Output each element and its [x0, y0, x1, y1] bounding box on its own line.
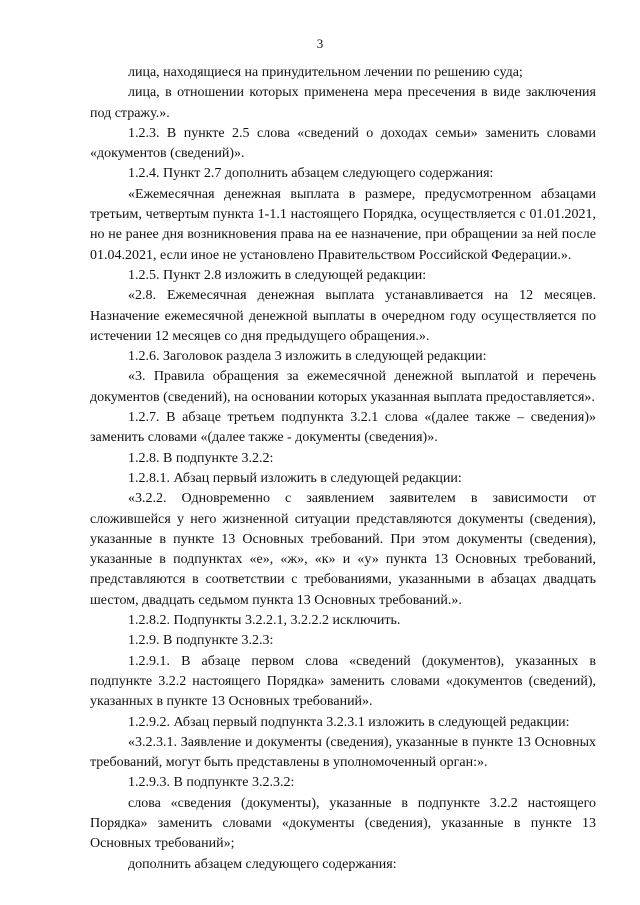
paragraph: 1.2.9.2. Абзац первый подпункта 3.2.3.1 изложить в следующей редакции: — [128, 714, 570, 730]
paragraph: 1.2.9.1. В абзаце первом слова «сведений (документов), указанных в подпункте 3.2.2 настоящего Порядка» заменить словами «документов (сведений), указанных в пункте 13 Основных требований». — [90, 653, 596, 710]
paragraph: 1.2.6. Заголовок раздела 3 изложить в следующей редакции: — [128, 349, 487, 365]
paragraph: «3. Правила обращения за ежемесячной денежной выплатой и перечень документов (сведений), на основании которых указанная выплата предоставляется». — [90, 369, 596, 405]
paragraph: 1.2.8.1. Абзац первый изложить в следующей редакции: — [128, 470, 462, 486]
paragraph: «3.2.3.1. Заявление и документы (сведения), указанные в пункте 13 Основных требований, могут быть представлены в уполномоченный орган:». — [90, 734, 596, 771]
paragraph: лица, находящиеся на принудительном лечении по решению суда; — [128, 65, 523, 80]
paragraph: лица, в отношении которых применена мера пресечения в виде заключения под стражу.». — [90, 85, 596, 121]
paragraph: 1.2.3. В пункте 2.5 слова «сведений о доходах семьи» заменить словами «документов (сведений)». — [90, 125, 596, 162]
paragraph: слова «сведения (документы), указанные в подпункте 3.2.2 настоящего Порядка» заменить словами «документы (сведения), указанные в пункте 13 Основных требований»; — [90, 795, 596, 852]
paragraph: дополнить абзацем следующего содержания: — [128, 856, 397, 872]
paragraph: 1.2.8. В подпункте 3.2.2: — [128, 450, 274, 466]
paragraph: 1.2.5. Пункт 2.8 изложить в следующей редакции: — [128, 267, 427, 283]
document-body — [90, 63, 596, 875]
page-number: 3 — [316, 36, 324, 51]
paragraph: «2.8. Ежемесячная денежная выплата устанавливается на 12 месяцев. Назначение ежемесячной денежной выплаты в очередном году осуществляется по истечении 12 месяцев со дня предыдущего обращения.». — [90, 288, 596, 344]
paragraph: 1.2.8.2. Подпункты 3.2.2.1, 3.2.2.2 исключить. — [128, 613, 401, 629]
paragraph: 1.2.7. В абзаце третьем подпункта 3.2.1 слова «(далее также – сведения)» заменить словами «(далее также - документы (сведения)». — [90, 410, 596, 446]
paragraph: «Ежемесячная денежная выплата в размере, предусмотренном абзацами третьим, четвертым пункта 1-1.1 настоящего Порядка, осуществляется с 01.01.2021, но не ранее дня возникновения права на ее назначение, при обращении за ней после 01.04.2021, если иное не установлено Правительством Российской Федерации.». — [90, 186, 596, 263]
paragraph: 1.2.9. В подпункте 3.2.3: — [128, 633, 274, 649]
paragraph: 1.2.4. Пункт 2.7 дополнить абзацем следующего содержания: — [128, 166, 494, 182]
paragraph: 1.2.9.3. В подпункте 3.2.3.2: — [128, 775, 295, 791]
paragraph: «3.2.2. Одновременно с заявлением заявителем в зависимости от сложившейся у него жизненной ситуации представляются документы (сведения), указанные в пункте 13 Основных требований. При этом документы (сведения), указанные в подпунктах «е», «ж», «к» и «у» пункта 13 Основных требований, представляются в соответствии с требованиями, указанными в абзацах двадцать шестом, двадцать седьмом пункта 13 Основных требований.». — [90, 491, 596, 608]
